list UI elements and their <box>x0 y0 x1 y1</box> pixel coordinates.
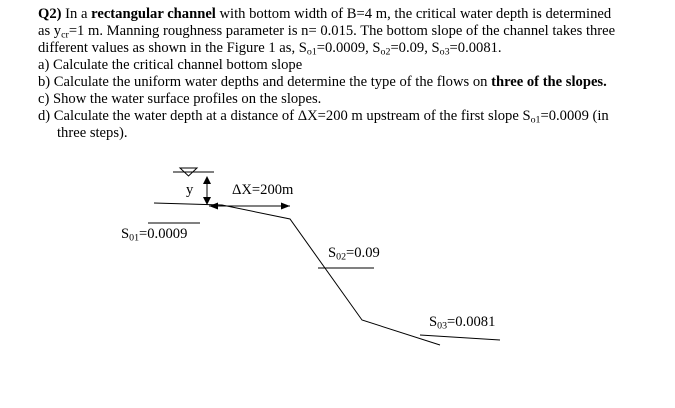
s03-label <box>429 314 495 331</box>
s03-label-subscript: 03 <box>437 320 448 332</box>
s01-letter: S <box>121 226 130 242</box>
part-d-text: d) Calculate the water depth at a distance of ΔX=200 m upstream of the first slope S <box>38 108 531 124</box>
channel-bed <box>154 203 440 345</box>
part-d-continued: three steps). <box>57 125 128 141</box>
intro-bold: rectangular channel <box>91 6 216 22</box>
s01-value: =0.0009, S <box>316 40 381 56</box>
intro-rest: with bottom width of B=4 m, the critical water depth is determined <box>219 6 612 22</box>
s02-subscript: o2 <box>380 46 391 58</box>
s02-letter: S <box>328 245 337 261</box>
ycr-subscript: cr <box>61 29 69 41</box>
question-number: Q2) <box>38 6 62 22</box>
part-d-rest: =0.0009 (in <box>540 108 609 124</box>
part-b-text: b) Calculate the uniform water depths and determine the type of the flows on <box>38 74 488 90</box>
s03-subscript: o3 <box>439 46 450 58</box>
dx-label: ΔX=200m <box>232 182 294 198</box>
s03-value: =0.0081. <box>449 40 502 56</box>
dx-arrow-left-icon <box>209 203 218 210</box>
line2-pre: as y <box>38 23 62 39</box>
intro-text: In a <box>65 6 88 22</box>
part-c: c) Show the water surface profiles on the slopes. <box>38 91 322 107</box>
part-d-subscript: o1 <box>530 114 541 126</box>
depth-arrow-down-icon <box>203 197 211 205</box>
s03-letter: S <box>429 314 438 330</box>
s02-label-value: =0.09 <box>346 245 380 261</box>
s01-subscript: o1 <box>306 46 317 58</box>
y-label: y <box>186 182 194 198</box>
s03-label-value: =0.0081 <box>447 314 496 330</box>
s01-label-value: =0.0009 <box>139 226 188 242</box>
depth-arrow-up-icon <box>203 176 211 184</box>
line2-rest: =1 m. Manning roughness parameter is n= 0.015. The bottom slope of the channel takes three <box>68 23 616 39</box>
s01-label <box>121 226 187 243</box>
s01-label-subscript: 01 <box>129 232 140 244</box>
dx-arrow-right-icon <box>281 203 290 210</box>
line3-pre: different values as shown in the Figure 1 as, S <box>38 40 307 56</box>
s02-label <box>328 245 380 262</box>
s02-label-subscript: 02 <box>336 251 347 263</box>
s03-underline <box>420 335 500 340</box>
part-a: a) Calculate the critical channel bottom slope <box>38 57 303 73</box>
part-b-bold: three of the slopes. <box>491 74 607 90</box>
s02-value: =0.09, S <box>390 40 440 56</box>
